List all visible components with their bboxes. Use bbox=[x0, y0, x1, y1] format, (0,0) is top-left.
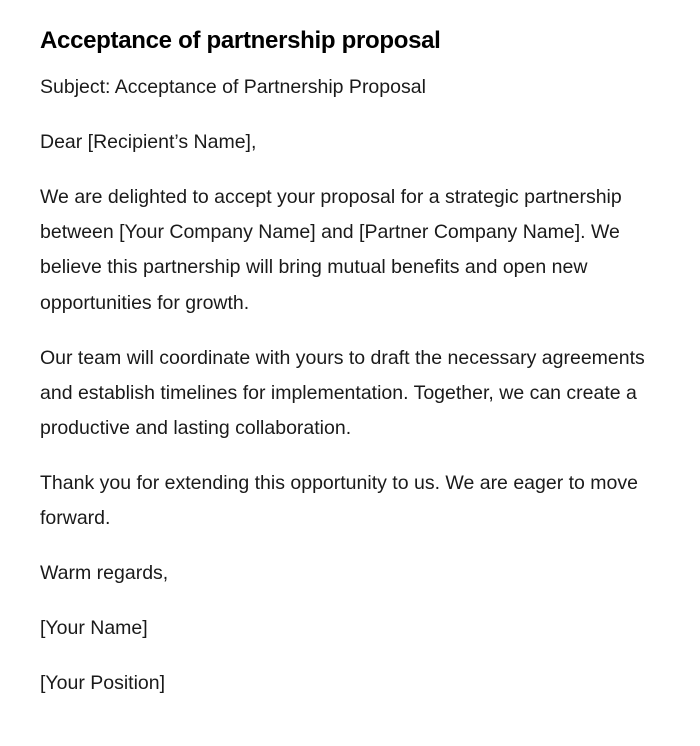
body-paragraph-2: Our team will coordinate with yours to draft the necessary agreements and establish timelines for implementation. Together, we can create a productive and lasting collaboration. bbox=[40, 346, 645, 440]
document-title: Acceptance of partnership proposal bbox=[40, 27, 441, 54]
salutation: Dear [Recipient’s Name], bbox=[40, 131, 257, 153]
letter-body bbox=[40, 70, 660, 721]
closing: Warm regards, bbox=[40, 562, 169, 585]
signature-position: [Your Position] bbox=[40, 672, 166, 695]
signature-name: [Your Name] bbox=[40, 617, 148, 640]
body-paragraph-1: We are delighted to accept your proposal for a strategic partnership between [Your Company Name] and [Partner Company Name]. We believe this partnership will bring mutual benefits and open new opportunities for growth. bbox=[40, 186, 622, 314]
subject-line: Subject: Acceptance of Partnership Proposal bbox=[40, 76, 426, 98]
body-paragraph-3: Thank you for extending this opportunity to us. We are eager to move forward. bbox=[40, 472, 638, 530]
